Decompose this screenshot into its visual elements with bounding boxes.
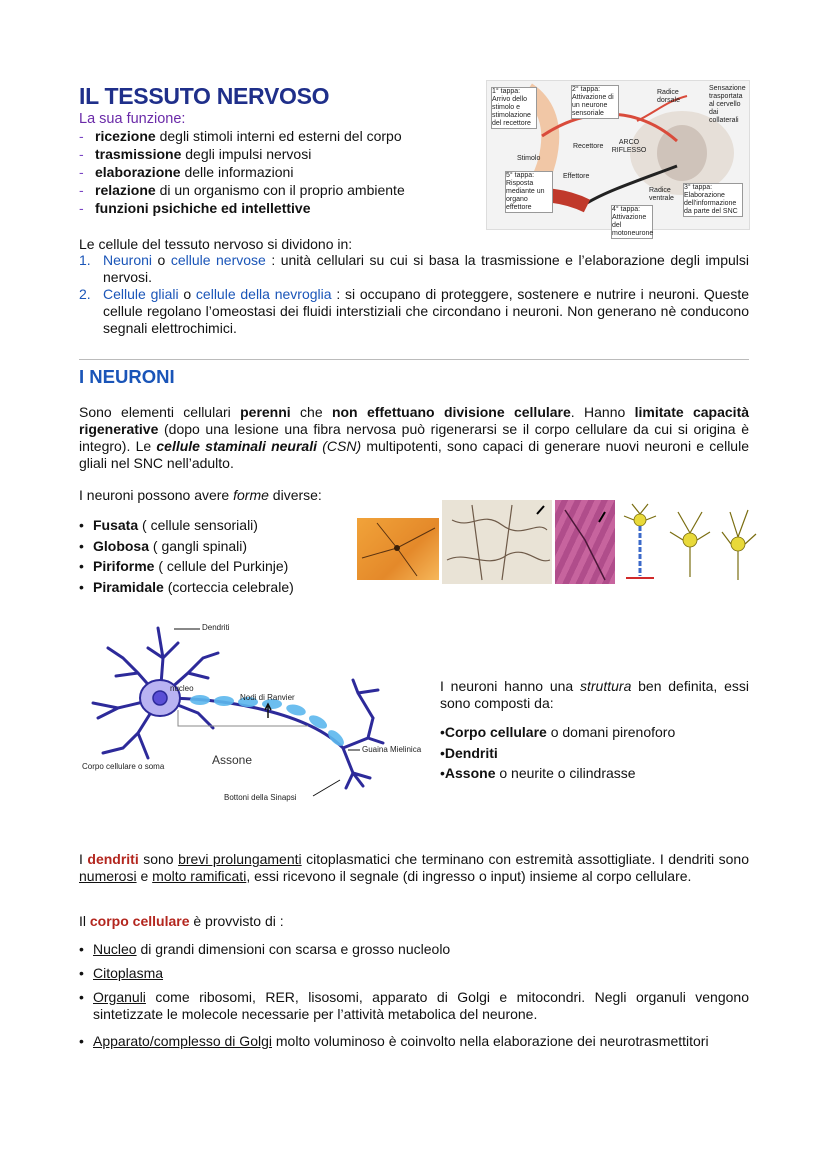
forms-intro: I neuroni possono avere forme diverse: <box>79 487 322 503</box>
corpo-list <box>79 941 749 1050</box>
divide-intro: Le cellule del tessuto nervoso si dividono in: <box>79 236 353 252</box>
functions-subtitle: La sua funzione: <box>79 111 186 127</box>
functions-list <box>79 128 469 218</box>
piriforme-neuron-photo <box>555 500 615 584</box>
neuron-illustration <box>78 618 433 808</box>
nucleo-label: nucleo <box>170 684 194 693</box>
corpo-intro: Il corpo cellulare è provvisto di : <box>79 913 284 929</box>
corpo-label: Corpo cellulare o soma <box>82 762 165 771</box>
list-item: - funzioni psichiche ed intellettive <box>79 200 469 218</box>
section-divider <box>79 359 749 360</box>
nodi-label: Nodi di Ranvier <box>240 693 295 702</box>
list-item: • Piriforme ( cellule del Purkinje) <box>79 556 349 577</box>
section-title: I NEURONI <box>79 366 175 387</box>
guaina-label: Guaina Mielinica <box>362 745 422 754</box>
label: Stimolo <box>517 155 541 162</box>
list-item: •Dendriti <box>440 744 498 761</box>
label: Effettore <box>563 173 590 180</box>
structure-list <box>440 722 749 784</box>
cell-types-list <box>79 252 749 337</box>
label: 5° tappa: Risposta mediante un organo effettore <box>505 171 553 213</box>
forms-list <box>79 515 349 597</box>
label: 3° tappa: Elaborazione dell'informazione da parte del SNC <box>683 183 743 217</box>
list-item: • Apparato/complesso di Golgi molto voluminoso è coinvolto nella elaborazione dei neurotrasmettitori <box>79 1033 749 1050</box>
list-item: 2. Cellule gliali o cellule della nevroglia : si occupano di proteggere, sostenere e nutrire i neuroni. Queste cellule regolano l’omeostasi dei fluidi interstiziali che circondano i neuroni. Non generano nè conducono segnali elettrochimici. <box>79 286 749 336</box>
dendriti-paragraph: I dendriti sono brevi prolungamenti citoplasmatici che terminano con estremità assottigliate. I dendriti sono numerosi e molto ramificati, essi ricevono il segnale (di ingresso o input) insieme al corpo cellulare. <box>79 851 750 884</box>
list-item: • Nucleo di grandi dimensioni con scarsa e grosso nucleolo <box>79 941 749 958</box>
neuron-types-illustration <box>618 502 760 584</box>
neuron-types-drawing <box>618 502 760 584</box>
list-item: • Organuli come ribosomi, RER, lisosomi, apparato di Golgi e mitocondri. Negli organuli vengono sintetizzate le molecole necessarie per l’attività metabolica del neurone. <box>79 989 749 1023</box>
list-item: 1. Neuroni o cellule nervose : unità cellulari su cui si basa la trasmissione e l’elaborazione degli impulsi nervosi. <box>79 252 749 285</box>
list-item: • Piramidale (corteccia celebrale) <box>79 577 349 598</box>
neuron-sketch <box>357 518 439 580</box>
fusata-neuron-photo <box>357 518 439 580</box>
reflex-arc-figure <box>486 80 750 237</box>
list-item: - relazione di un organismo con il proprio ambiente <box>79 182 469 200</box>
neuron-diagram <box>78 618 433 808</box>
list-item: - trasmissione degli impulsi nervosi <box>79 146 469 164</box>
list-item: • Fusata ( cellule sensoriali) <box>79 515 349 536</box>
label: Radice ventrale <box>649 187 674 202</box>
neuron-sketch <box>442 500 552 584</box>
list-item: - ricezione degli stimoli interni ed esterni del corpo <box>79 128 469 146</box>
label: 4° tappa: Attivazione del motoneurone <box>612 206 654 237</box>
neuron-sketch <box>555 500 615 584</box>
label: Recettore <box>573 143 604 150</box>
label: Sensazione trasportata al cervello dai collaterali <box>709 85 746 124</box>
assone-label: Assone <box>212 753 253 767</box>
label: 2° tappa: Attivazione di un neurone sensoriale <box>571 85 619 119</box>
neuroni-paragraph: Sono elementi cellulari perenni che non effettuano divisione cellulare. Hanno limitate capacità rigenerative (dopo una lesione una fibra nervosa può rigenerarsi se il corpo cellulare da cui si origina è integro). Le cellule staminali neurali (CSN) multipotenti, sono capaci di generare nuovi neuroni e cellule gliali nel SNC nell’adulto. <box>79 404 750 471</box>
bottoni-label: Bottoni della Sinapsi <box>224 793 297 802</box>
label: ARCO RIFLESSO <box>611 139 647 154</box>
dendriti-label: Dendriti <box>202 623 230 632</box>
globosa-neuron-photo <box>442 500 552 584</box>
list-item: •Assone o neurite o cilindrasse <box>440 765 636 781</box>
label: Radice dorsale <box>657 89 680 104</box>
structure-intro: I neuroni hanno una struttura ben definita, essi sono composti da: <box>440 678 749 711</box>
list-item: • Globosa ( gangli spinali) <box>79 536 349 557</box>
list-item: • Citoplasma <box>79 965 749 982</box>
label: 1° tappa: Arrivo dello stimolo e stimolazione del recettore <box>491 87 537 129</box>
list-item: •Corpo cellulare o domani pirenoforo <box>440 724 676 740</box>
page-title: IL TESSUTO NERVOSO <box>79 83 330 109</box>
list-item: - elaborazione delle informazioni <box>79 164 469 182</box>
